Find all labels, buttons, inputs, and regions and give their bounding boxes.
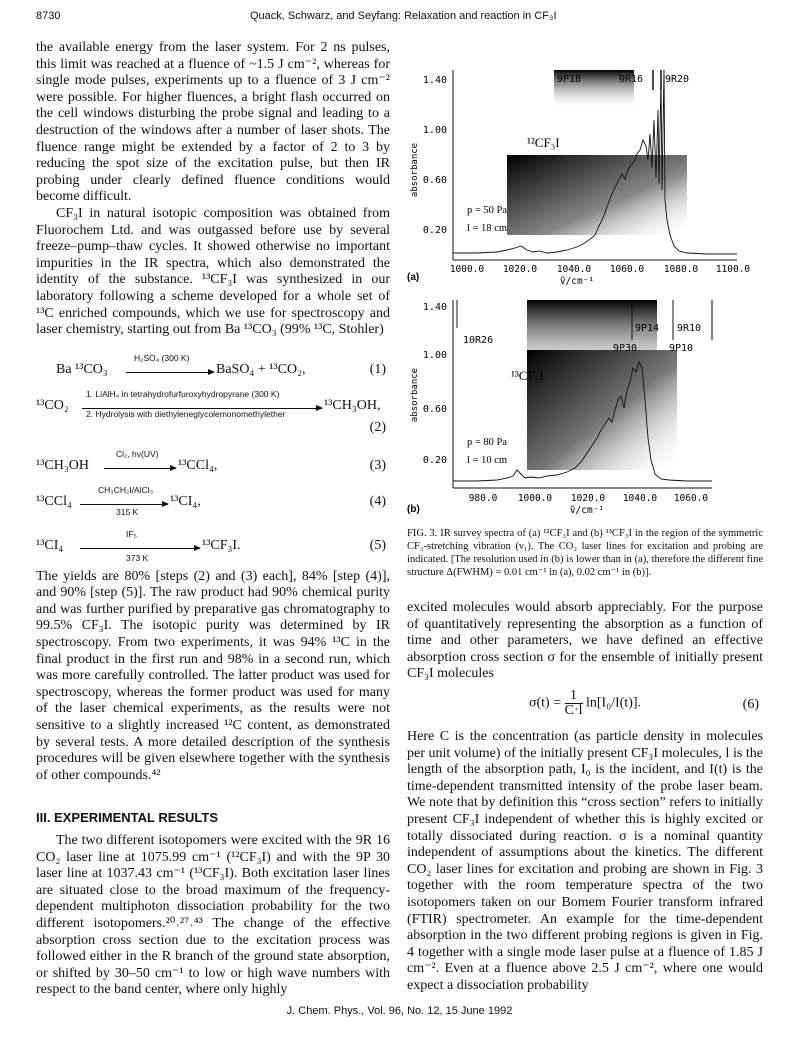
panel-label-a: (a) <box>407 272 420 283</box>
equation-fraction <box>565 689 583 718</box>
paragraph: the available energy from the laser system. For 2 ns pulses, this limit was reached at a fluence of ~1.5 J cm⁻², whereas for single mode pulses, experiments up to a fluence of 3 J cm⁻² were possible. For higher fluences, a bright flash occurred on the cell windows disturbing the probe signal and leading to a destruction of the windows after a number of laser shots. The fluence range might be extended by a factor of 2 to 3 by reducing the spot size of the excitation pulse, but then IR probing under clearly defined fluence conditions would become difficult. <box>36 40 390 205</box>
figure-caption: FIG. 3. IR survey spectra of (a) ¹²CF₃I and (b) ¹³CF₃I in the region of the symmetric CF₃-stretching vibration (ν₁). The CO₂ laser lines for excitation and probing are indicated. [The resolution used in (b) is lower than in (a), therefore the different fine structure Δ(FWHM) = 0.01 cm⁻¹ in (a), 0.02 cm⁻¹ in (b)]. <box>407 528 763 578</box>
equation-number: (2) <box>369 420 386 436</box>
y-tick-label-b: 1.40 <box>422 302 447 313</box>
reagent-above: IF₅ <box>126 529 137 540</box>
reactant: ¹³CCl₄ <box>36 494 72 510</box>
reactant: ¹³CH₃OH <box>36 458 89 474</box>
x-tick-label-a: 1060.0 <box>609 264 645 275</box>
reaction-2 <box>36 383 390 436</box>
equation-number: (4) <box>369 494 386 510</box>
paragraph: The yields are 80% [steps (2) and (3) each], 84% [step (4)], and 90% [step (5)]. The raw product had 90% chemical purity and was further purified by preparative gas chromatography to 99.5% CF₃I. The isotopic purity was determined by IR spectroscopy. From two experiments, it was 94% ¹³C in the final product in the first run and 98% in a second run, which was more carefully controlled. The latter product was used for spectroscopy, whereas the former product was used for many of the laser chemical experiments, as the results were not sensitive to a slightly increased ¹²C content, as demonstrated by several tests. A more detailed description of the synthesis procedures will be given elsewhere together with the synthesis of other compounds.⁴² <box>36 568 390 783</box>
reaction-3 <box>36 439 390 479</box>
paragraph: The two different isotopomers were excited with the 9R 16 CO₂ laser line at 1075.99 cm⁻¹ (¹²CF₃I) and with the 9P 30 laser line at 1037.43 cm⁻¹ (¹³CF₃I). Both excitation laser lines are situated close to the broad maximum of the frequency-dependent multiphoton dissociation probability for the two different isotopomers.²⁰˒²⁷˒⁴³ The change of the effective absorption cross section due to the excitation process was followed either in the R branch of the ground state absorption, or shifted by 30–50 cm⁻¹ to low or high wave numbers with respect to the band center, where only highly <box>36 833 390 998</box>
equation-lhs: σ(t) = <box>528 695 565 711</box>
left-column <box>36 40 390 999</box>
x-tick-label-a: 1020.0 <box>502 264 538 275</box>
shading-a2 <box>507 155 687 235</box>
reagent-below: 315 K <box>116 507 139 518</box>
laser-label-9p18: 9P18 <box>557 74 582 85</box>
page-number: 8730 <box>36 10 61 22</box>
pressure-label-b: p = 80 Pa <box>467 437 508 448</box>
fraction-denominator: C·l <box>564 702 583 718</box>
species-label-b: ¹³CF₃I <box>511 368 544 383</box>
x-tick-label-b: 1040.0 <box>622 493 658 504</box>
reaction-arrow <box>104 468 176 469</box>
reagent-below: 373 K <box>126 553 149 564</box>
y-tick-label-a: 0.20 <box>422 225 447 236</box>
equation-number: (6) <box>742 696 759 712</box>
equation-6 <box>407 689 763 725</box>
reagent-above: H₂SO₄ (300 K) <box>134 353 190 364</box>
x-axis-label-a: ṽ/cm⁻¹ <box>559 276 595 287</box>
laser-label-9r16: 9R16 <box>619 74 644 85</box>
reagent-below: 2. Hydrolysis with diethyleneglycolemonomethylether <box>86 409 286 420</box>
panel-b <box>407 300 712 516</box>
journal-footer: J. Chem. Phys., Vol. 96, No. 12, 15 June 1992 <box>286 1005 513 1017</box>
equation-rhs: ln[I₀/I(t)]. <box>586 695 642 711</box>
reaction-4 <box>36 479 390 525</box>
paragraph: Here C is the concentration (as particle density in molecules per unit volume) of the initially present CF₃I molecules, l is the length of the absorption path, I₀ is the incident, and I(t) is the time-dependent transmitted intensity of the probe laser beam. We note that by definition this “cross section” refers to initially present CF₃I independent of whether this is highly excited or totally dissociated during reaction. σ is a nominal quantity independent of assumptions about the kinetics. The different CO₂ laser lines for excitation and probing are shown in Fig. 3 together with the room temperature spectra of the two isotopomers taken on our Bomem Fourier transform infrared (FTIR) spectrometer. An example for the time-dependent absorption in the two different probing regions is given in Fig. 4 together with a single mode laser pulse at a fluence of 1.85 J cm⁻². Even at a fluence above 2.5 J cm⁻², where one would expect a dissociation probability <box>407 728 763 993</box>
figure-3-plots <box>407 50 763 520</box>
equation-number: (5) <box>369 538 386 554</box>
pathlength-label-b: l = 10 cm <box>467 455 508 466</box>
reagent-above: CH₃CH₂I/AlCl₃ <box>98 485 154 496</box>
paragraph: CF₃I in natural isotopic composition was obtained from Fluorochem Ltd. and was outgassed before use by several freeze–pump–thaw cycles. It showed otherwise no important impurities in the IR spectra, which also demonstrated the identity of the substance. ¹³CF₃I was synthesized in our laboratory following a scheme developed for a whole set of ¹³C enriched compounds, which we use for spectroscopy and laser chemistry, starting out from Ba ¹³CO₃ (99% ¹³C, Stohler) <box>36 205 390 338</box>
x-tick-label-a: 1080.0 <box>663 264 699 275</box>
pathlength-label-a: l = 18 cm <box>467 223 508 234</box>
y-tick-label-a: 1.40 <box>422 75 447 86</box>
panel-a <box>407 70 750 287</box>
x-tick-label-b: 1000.0 <box>517 493 553 504</box>
laser-label-9p30: 9P30 <box>613 343 638 354</box>
y-tick-label-b: 0.20 <box>422 455 447 466</box>
product: ¹³CF₃I. <box>202 538 241 554</box>
equation-number: (1) <box>369 362 386 378</box>
running-title: Quack, Schwarz, and Seyfang: Relaxation and reaction in CF₃I <box>250 10 557 22</box>
reaction-scheme <box>36 343 390 569</box>
laser-label-9r10: 9R10 <box>677 323 702 334</box>
product: ¹³CI₄, <box>170 494 201 510</box>
laser-label-9p10: 9P10 <box>669 343 694 354</box>
laser-label-10r26: 10R26 <box>463 335 494 346</box>
x-tick-label-b: 1020.0 <box>570 493 606 504</box>
species-label-a: ¹²CF₃I <box>527 135 560 150</box>
laser-label-9p14: 9P14 <box>635 323 660 334</box>
right-column <box>407 600 763 994</box>
fraction-numerator: 1 <box>565 689 583 704</box>
reaction-5 <box>36 525 390 569</box>
y-axis-label-a: absorbance <box>410 142 420 198</box>
x-tick-label-a: 1040.0 <box>556 264 592 275</box>
figure-3 <box>407 50 763 520</box>
y-tick-label-a: 1.00 <box>422 125 447 136</box>
reagent-above: 1. LiAlH₄ in tetrahydrofurfuroxyhydropyrane (300 K) <box>86 389 280 400</box>
y-tick-label-b: 0.60 <box>422 404 447 415</box>
paragraph: excited molecules would absorb appreciably. For the purpose of quantitatively representing the absorption as a function of time and other parameters, we have defined an effective absorption cross section σ for the ensemble of initially present CF₃I molecules <box>407 600 763 682</box>
product: BaSO₄ + ¹³CO₂, <box>216 362 306 378</box>
pressure-label-a: p = 50 Pa <box>467 205 508 216</box>
y-tick-label-a: 0.60 <box>422 175 447 186</box>
x-axis-label-b: ṽ/cm⁻¹ <box>569 505 605 516</box>
reactant: ¹³CI₄ <box>36 538 64 554</box>
section-heading: III. EXPERIMENTAL RESULTS <box>36 810 219 826</box>
product: ¹³CCl₄, <box>178 458 218 474</box>
equation-number: (3) <box>369 458 386 474</box>
shading-b2 <box>527 350 677 470</box>
laser-label-9r20: 9R20 <box>665 74 690 85</box>
reaction-1 <box>36 343 390 383</box>
y-tick-label-b: 1.00 <box>422 350 447 361</box>
x-tick-label-b: 980.0 <box>468 493 498 504</box>
product: ¹³CH₃OH, <box>324 398 381 414</box>
reactant: ¹³CO₂ <box>36 398 69 414</box>
x-tick-label-a: 1000.0 <box>449 264 485 275</box>
x-tick-label-a: 1100.0 <box>715 264 751 275</box>
reagent-above: Cl₂, hν(UV) <box>116 449 159 460</box>
reactant: Ba ¹³CO₃ <box>56 362 108 378</box>
reaction-arrow <box>126 372 214 373</box>
y-axis-label-b: absorbance <box>410 367 420 423</box>
reaction-arrow <box>80 548 200 549</box>
x-tick-label-b: 1060.0 <box>673 493 709 504</box>
panel-label-b: (b) <box>407 504 420 515</box>
